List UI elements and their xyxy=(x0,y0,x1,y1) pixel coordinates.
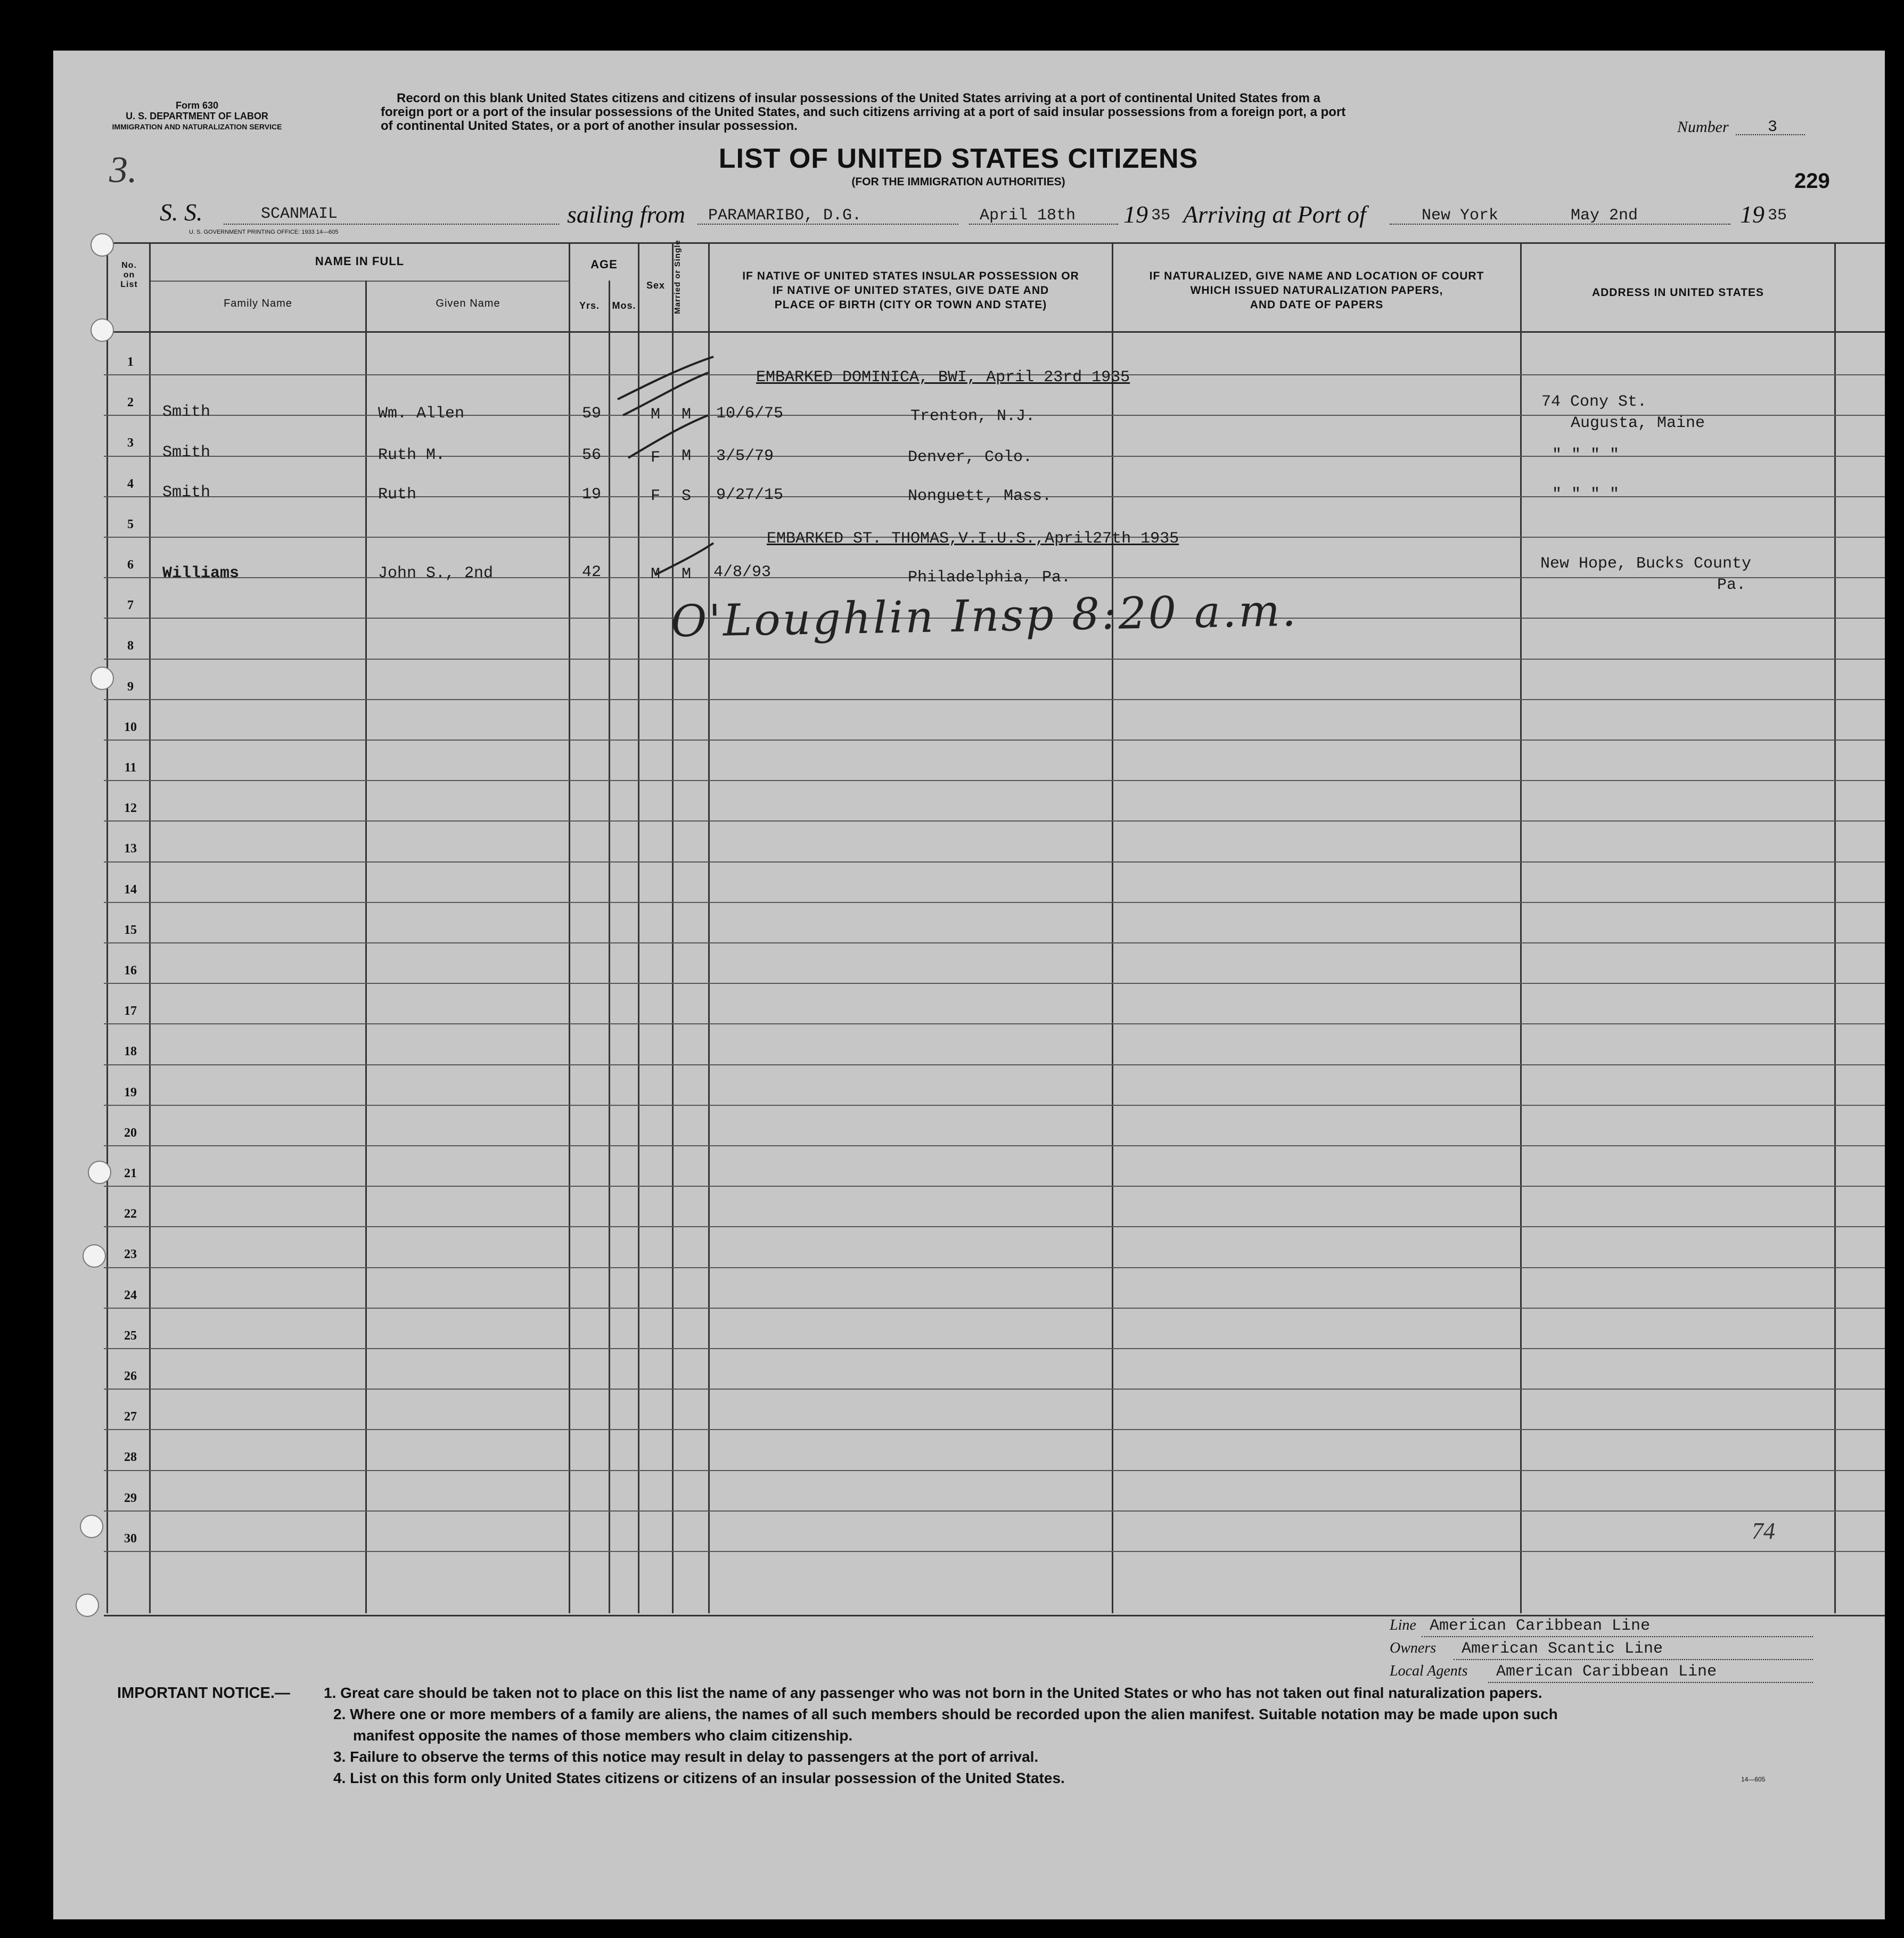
header-list: List xyxy=(120,280,138,289)
sex-2: F xyxy=(651,449,661,467)
row-number: 16 xyxy=(124,964,137,978)
punch-hole xyxy=(80,1515,103,1538)
notice-list xyxy=(324,1682,1558,1789)
row-number: 30 xyxy=(124,1531,137,1546)
row-rule xyxy=(104,942,1885,943)
address-4b: Pa. xyxy=(1717,576,1746,594)
row-number: 23 xyxy=(124,1247,137,1262)
sailing-from: PARAMARIBO, D.G. xyxy=(708,207,862,225)
arrive-date: May 2nd xyxy=(1571,207,1638,225)
header-mos: Mos. xyxy=(612,300,636,311)
row-number: 20 xyxy=(124,1126,137,1140)
row-rule xyxy=(104,1470,1885,1471)
header-naturalized-line-1: IF NATURALIZED, GIVE NAME AND LOCATION OF COURT xyxy=(1149,270,1484,282)
row-number: 8 xyxy=(127,639,134,653)
header-native xyxy=(710,269,1112,312)
row-rule xyxy=(104,983,1885,984)
address-1b: Augusta, Maine xyxy=(1571,414,1705,432)
print-code-bottom: 14—605 xyxy=(1741,1776,1766,1783)
age-4: 42 xyxy=(582,563,602,581)
row-number: 19 xyxy=(124,1085,137,1099)
birthplace-1: Trenton, N.J. xyxy=(910,407,1036,425)
row-number: 21 xyxy=(124,1167,137,1180)
row-number: 29 xyxy=(124,1491,137,1505)
header-address: ADDRESS IN UNITED STATES xyxy=(1591,286,1765,299)
family-name-1: Smith xyxy=(162,403,211,421)
owners-label: Owners xyxy=(1390,1640,1437,1656)
row-rule xyxy=(104,1348,1885,1349)
notice-heading: IMPORTANT NOTICE.— xyxy=(117,1685,290,1702)
row-number: 22 xyxy=(124,1207,137,1221)
row-number: 24 xyxy=(124,1288,137,1302)
page-subtitle: (FOR THE IMMIGRATION AUTHORITIES) xyxy=(851,176,1065,188)
embarked-dominica: EMBARKED DOMINICA, BWI, April 23rd 1935 xyxy=(756,368,1130,387)
row-rule xyxy=(104,699,1885,700)
arrive-year-prefix: 19 xyxy=(1740,201,1765,228)
age-1: 59 xyxy=(582,405,602,423)
instruction-line-3: of continental United States, or a port of another insular possession. xyxy=(381,119,798,133)
row-number: 25 xyxy=(124,1328,137,1343)
embarked-st-thomas: EMBARKED ST. THOMAS,V.I.U.S.,April27th 1935 xyxy=(767,530,1179,548)
instructions xyxy=(381,92,1579,133)
row-rule xyxy=(104,861,1885,863)
row-number: 4 xyxy=(127,477,134,491)
notice-2-cont: manifest opposite the names of those members who claim citizenship. xyxy=(353,1727,853,1744)
page-title: LIST OF UNITED STATES CITIZENS xyxy=(718,143,1199,174)
age-2: 56 xyxy=(582,446,602,464)
header-married-single: Married or Single xyxy=(673,240,682,314)
row-number: 2 xyxy=(127,396,134,410)
family-name-3: Smith xyxy=(162,483,211,502)
address-1a: 74 Cony St. xyxy=(1541,393,1647,411)
row-number: 27 xyxy=(124,1410,137,1424)
birthplace-2: Denver, Colo. xyxy=(908,448,1033,466)
given-name-1: Wm. Allen xyxy=(378,405,465,423)
row-number: 3 xyxy=(127,436,134,450)
stamp-page-number: 229 xyxy=(1794,169,1830,193)
row-rule xyxy=(104,1105,1885,1106)
header-native-line-1: IF NATIVE OF UNITED STATES INSULAR POSSESSION OR xyxy=(742,270,1079,282)
row-rule xyxy=(104,1308,1885,1309)
header-on: on xyxy=(123,270,135,280)
sex-1: M xyxy=(651,406,661,424)
header-naturalized-line-3: AND DATE OF PAPERS xyxy=(1250,299,1384,311)
punch-hole xyxy=(91,233,114,257)
header-naturalized-line-2: WHICH ISSUED NATURALIZATION PAPERS, xyxy=(1190,284,1443,297)
arriving-label: Arriving at Port of xyxy=(1183,201,1366,228)
row-rule xyxy=(104,1429,1885,1430)
header-given-name: Given Name xyxy=(436,298,500,309)
row-rule xyxy=(104,1510,1885,1512)
number-label: Number xyxy=(1677,118,1729,136)
ship-name: SCANMAIL xyxy=(261,205,338,223)
row-rule xyxy=(104,1389,1885,1390)
row-number: 6 xyxy=(127,558,134,572)
given-name-4: John S., 2nd xyxy=(378,564,494,582)
owners-value: American Scantic Line xyxy=(1462,1640,1663,1658)
form-no: Form 630 xyxy=(175,100,219,111)
marital-4: M xyxy=(682,565,692,584)
check-marks xyxy=(607,351,735,586)
number-value: 3 xyxy=(1768,118,1778,136)
row-number: 5 xyxy=(127,517,134,531)
instruction-line-1: Record on this blank United States citizens and citizens of insular possessions of the United States arriving at a port of continental United States from a xyxy=(397,91,1320,105)
dob-3: 9/27/15 xyxy=(716,486,784,504)
row-number: 18 xyxy=(124,1045,137,1059)
row-number: 1 xyxy=(127,355,134,369)
row-rule xyxy=(104,1064,1885,1065)
depart-year-prefix: 19 xyxy=(1123,201,1148,228)
row-rule xyxy=(104,1226,1885,1227)
row-number: 17 xyxy=(124,1004,137,1019)
row-number: 26 xyxy=(124,1369,137,1383)
header-naturalized xyxy=(1113,269,1520,312)
print-code-top: U. S. GOVERNMENT PRINTING OFFICE: 1933 14—605 xyxy=(189,229,339,235)
given-name-2: Ruth M. xyxy=(378,446,446,464)
punch-hole xyxy=(91,667,114,690)
signature-text: O'Loughlin Insp 8:20 a.m. xyxy=(670,585,1299,647)
line-value: American Caribbean Line xyxy=(1430,1617,1651,1635)
row-rule xyxy=(104,820,1885,822)
dob-1: 10/6/75 xyxy=(716,405,784,423)
row-rule xyxy=(104,902,1885,903)
row-rule xyxy=(104,1145,1885,1146)
line-label: Line xyxy=(1390,1617,1416,1633)
depart-date: April 18th xyxy=(980,207,1076,225)
row-number: 28 xyxy=(124,1450,137,1465)
sex-3: F xyxy=(651,487,661,505)
header-family-name: Family Name xyxy=(224,298,292,309)
notice-4: 4. List on this form only United States citizens or citizens of an insular possession of the United States. xyxy=(333,1770,1065,1786)
marital-2: M xyxy=(682,447,692,465)
punch-hole xyxy=(76,1594,99,1617)
depart-year: 35 xyxy=(1151,207,1171,225)
row-number: 12 xyxy=(124,801,137,816)
punch-hole xyxy=(83,1244,106,1268)
header-no-on-list xyxy=(109,261,149,290)
agents-value: American Caribbean Line xyxy=(1496,1663,1717,1681)
form-number xyxy=(109,100,285,132)
sailing-label: sailing from xyxy=(567,201,685,228)
instruction-line-2: foreign port or a port of the insular possessions of the United States, and such citizens arriving at a port of said insular possessions from a foreign port, a port xyxy=(381,105,1346,119)
pencil-note: 74 xyxy=(1752,1518,1775,1544)
service: IMMIGRATION AND NATURALIZATION SERVICE xyxy=(112,122,282,131)
row-rule xyxy=(104,1551,1885,1552)
row-rule xyxy=(104,659,1885,660)
given-name-3: Ruth xyxy=(378,486,417,504)
notice-3: 3. Failure to observe the terms of this notice may result in delay to passengers at the port of arrival. xyxy=(333,1748,1039,1765)
header-native-line-2: IF NATIVE OF UNITED STATES, GIVE DATE AND xyxy=(772,284,1049,297)
row-rule xyxy=(104,1186,1885,1187)
address-3: " " " " xyxy=(1552,486,1620,504)
address-2: " " " " xyxy=(1552,446,1620,464)
check-stroke-2 xyxy=(623,373,708,415)
header-yrs: Yrs. xyxy=(579,300,600,311)
punch-hole xyxy=(91,318,114,342)
check-stroke-4 xyxy=(655,543,713,575)
dob-4: 4/8/93 xyxy=(713,563,772,581)
row-number: 9 xyxy=(127,679,134,694)
marital-3: S xyxy=(682,487,692,505)
header-native-line-3: PLACE OF BIRTH (CITY OR TOWN AND STATE) xyxy=(774,299,1047,311)
header-sex: Sex xyxy=(646,280,666,291)
row-rule xyxy=(104,780,1885,781)
margin-mark: 3. xyxy=(109,150,137,191)
marital-1: M xyxy=(682,406,692,424)
header-no: No. xyxy=(121,261,137,270)
dob-2: 3/5/79 xyxy=(716,447,774,465)
arrive-year: 35 xyxy=(1768,207,1787,225)
row-number: 14 xyxy=(124,882,137,897)
arrival-port: New York xyxy=(1422,207,1499,225)
header-age: AGE xyxy=(590,258,618,271)
ss-label: S. S. xyxy=(160,199,203,226)
row-rule xyxy=(104,1267,1885,1268)
notice-2: 2. Where one or more members of a family are aliens, the names of all such members should be recorded upon the alien manifest. Suitable notation may be made upon such xyxy=(333,1706,1558,1722)
row-rule xyxy=(104,1023,1885,1024)
row-number: 11 xyxy=(124,761,137,775)
notice-1: 1. Great care should be taken not to place on this list the name of any passenger who was not born in the United States or who has not taken out final naturalization papers. xyxy=(324,1685,1542,1701)
address-4a: New Hope, Bucks County xyxy=(1540,555,1752,573)
row-number: 13 xyxy=(124,842,137,856)
row-number: 10 xyxy=(124,720,137,734)
check-stroke-3 xyxy=(628,415,708,458)
age-3: 19 xyxy=(582,486,602,504)
sex-4: M xyxy=(651,565,661,584)
family-name-4: Williams xyxy=(162,564,240,582)
row-number: 7 xyxy=(127,598,134,613)
row-number: 15 xyxy=(124,923,137,937)
family-name-2: Smith xyxy=(162,444,211,462)
row-rule xyxy=(104,740,1885,741)
punch-hole xyxy=(88,1161,111,1184)
header-name-in-full: NAME IN FULL xyxy=(315,254,405,268)
department: U. S. DEPARTMENT OF LABOR xyxy=(126,111,268,121)
agents-label: Local Agents xyxy=(1390,1663,1468,1679)
birthplace-3: Nonguett, Mass. xyxy=(908,487,1052,505)
birthplace-4: Philadelphia, Pa. xyxy=(908,569,1071,587)
